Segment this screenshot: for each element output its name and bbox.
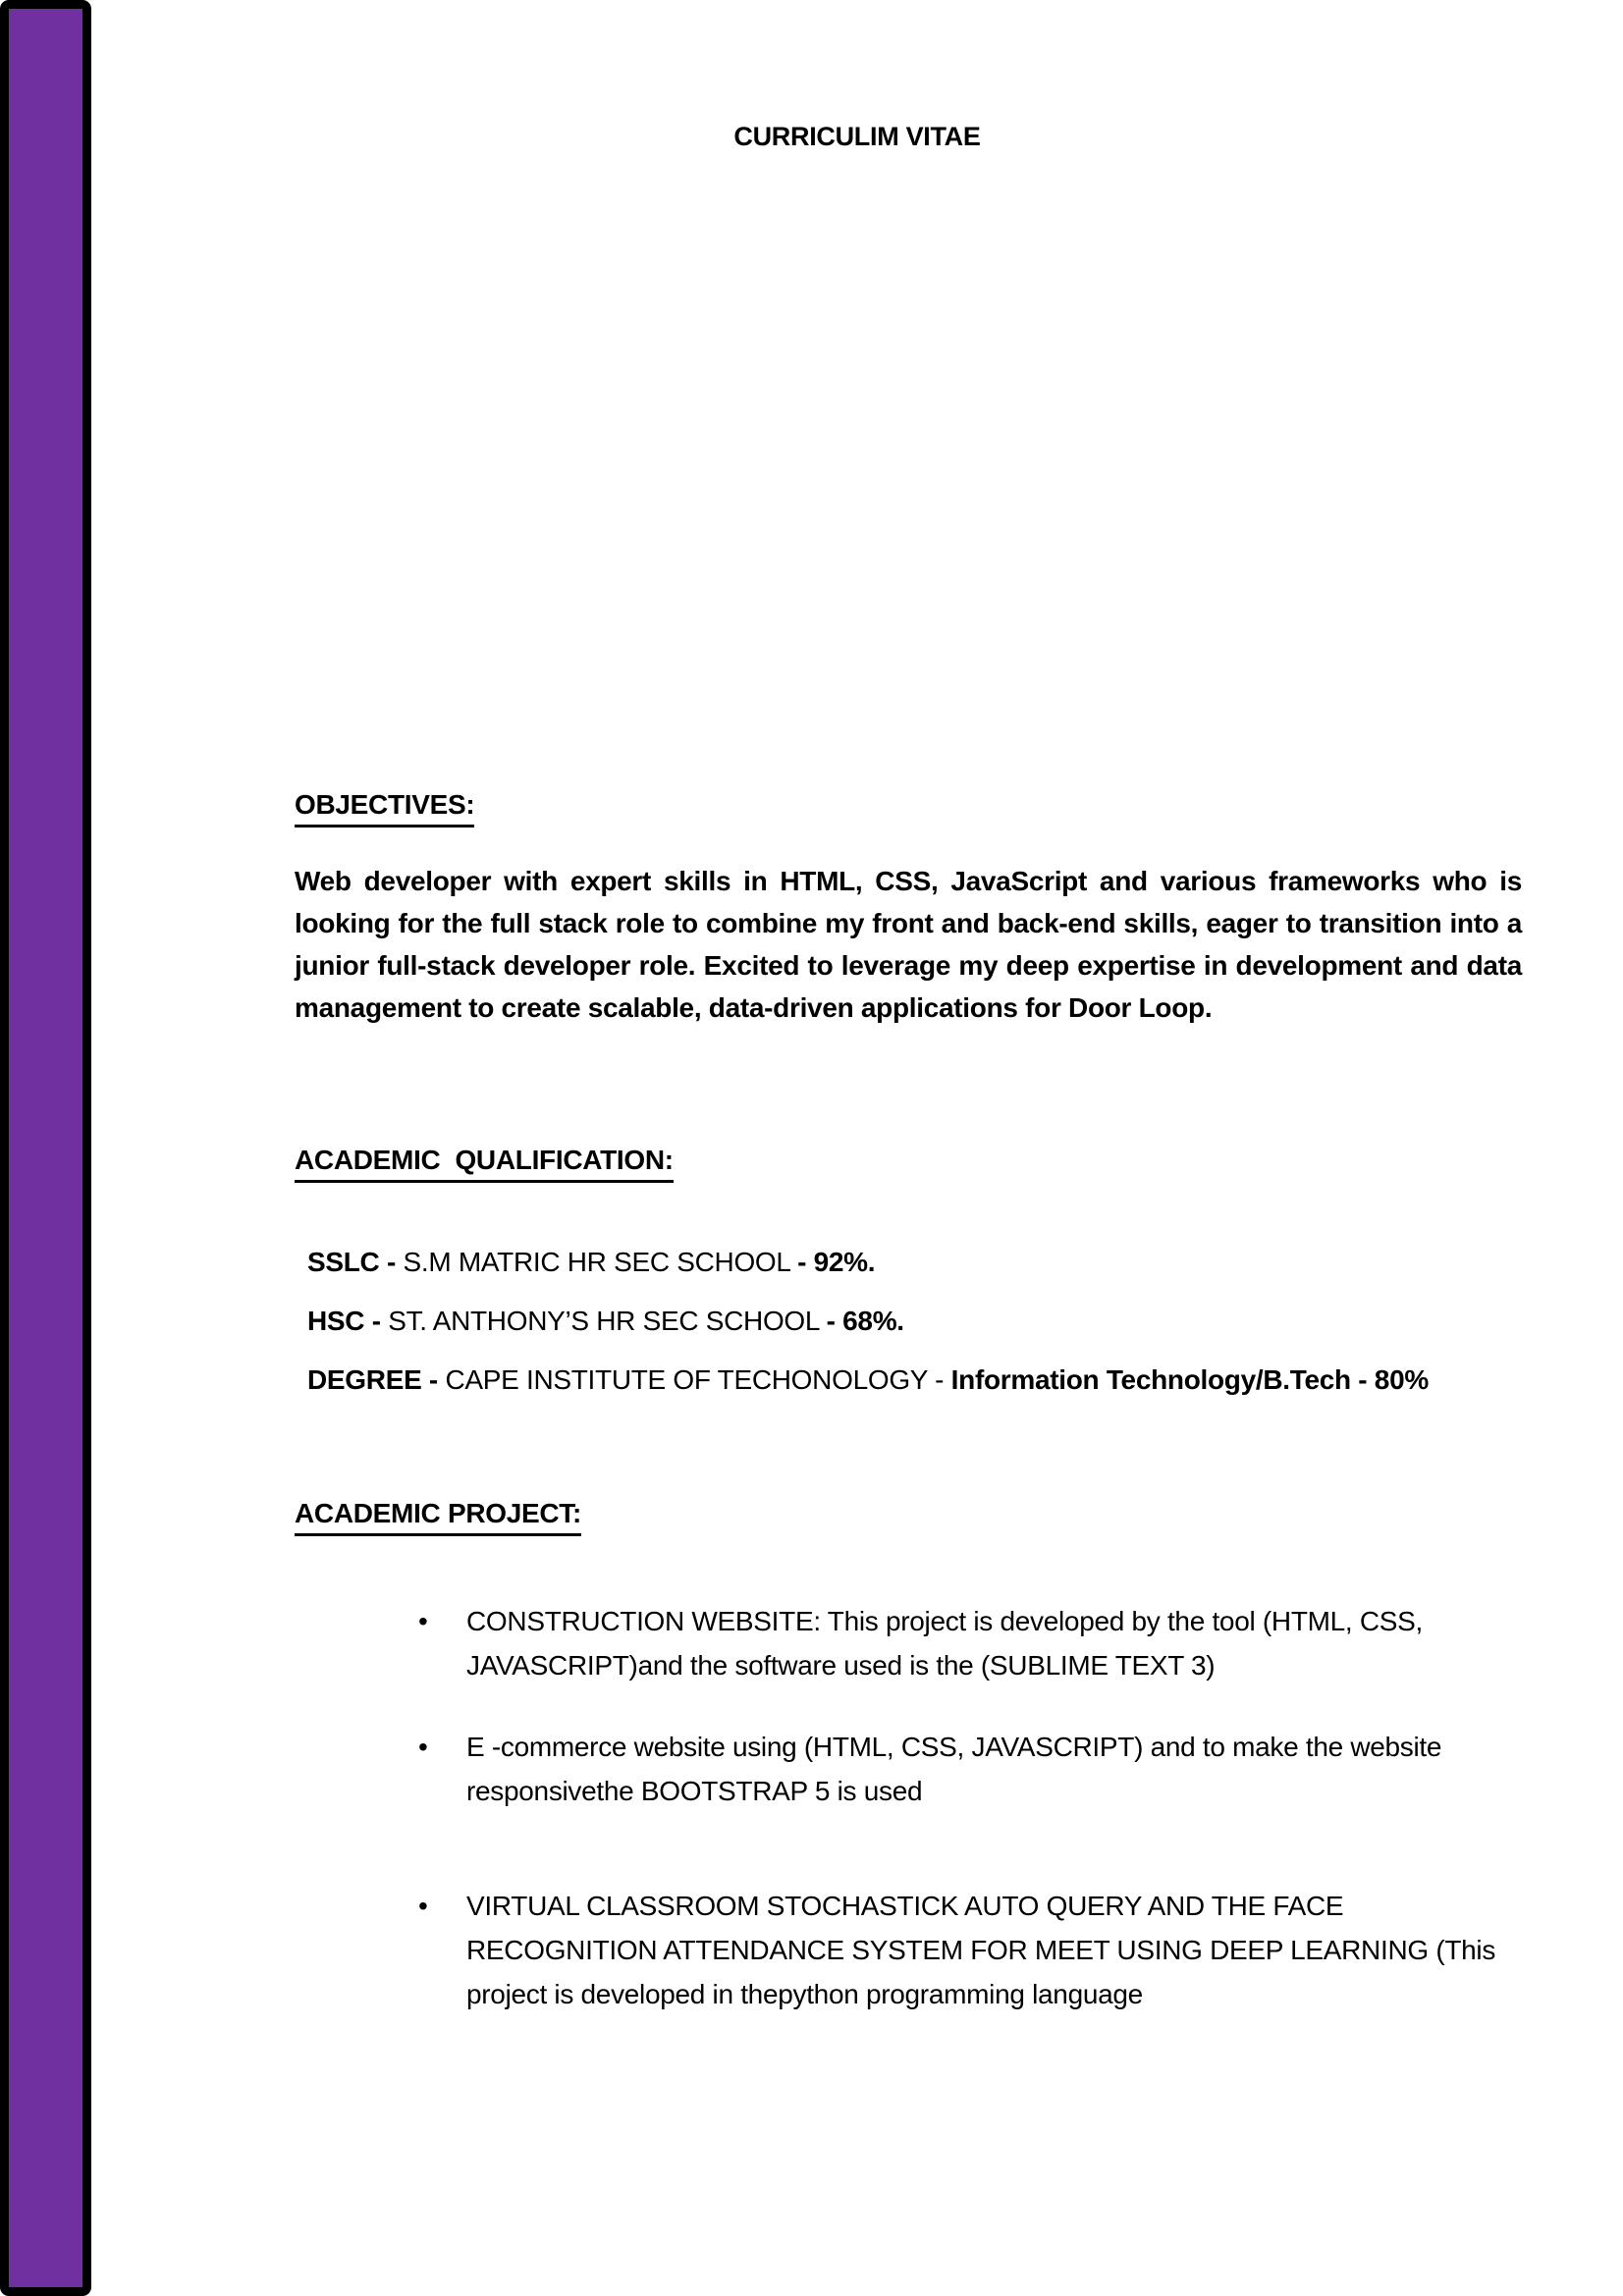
project-bullet-text: CONSTRUCTION WEBSITE: This project is developed by the tool (HTML, CSS, JAVASCRIPT)and the software used is the (SUBLIME TEXT 3) [466,1606,1424,1681]
document-title: CURRICULIM VITAE [733,122,981,151]
qualification-score: - 92%. [797,1247,876,1277]
qualification-label: SSLC - [307,1247,404,1277]
qualification-list [295,1245,1535,1421]
qualification-score: - 68%. [826,1306,904,1336]
academic-project-heading-text: ACADEMIC PROJECT: [295,1496,581,1536]
qualification-score: Information Technology/B.Tech - 80% [950,1364,1429,1395]
bullet-icon: • [418,1606,428,1636]
qualification-item-sslc [307,1245,1535,1280]
bullet-icon: • [418,1891,428,1921]
project-list [295,1599,1522,2016]
academic-qualification-heading-text: ACADEMIC QUALIFICATION: [295,1143,674,1183]
objectives-paragraph: Web developer with expert skills in HTML, CSS, JavaScript and various frameworks who is looking for the full stack role to combine my front and back-end skills, eager to transition into a junior full-stack developer role. Excited to leverage my deep expertise in development and data management to create scalable, data-driven applications for Door Loop. [295,866,1522,1023]
objectives-heading-text: OBJECTIVES: [295,787,474,828]
objectives-heading [295,787,1522,828]
bullet-icon: • [418,1732,428,1762]
qualification-institution: S.M MATRIC HR SEC SCHOOL [403,1247,798,1277]
qualification-institution: CAPE INSTITUTE OF TECHONOLOGY - [445,1364,951,1395]
project-bullet-text: E -commerce website using (HTML, CSS, JAVASCRIPT) and to make the website responsivethe BOOTSTRAP 5 is used [466,1732,1442,1806]
academic-qualification-heading [295,1143,1522,1183]
qualification-label: HSC - [307,1306,389,1336]
qualification-item-degree [307,1362,1535,1398]
project-bullet-text: VIRTUAL CLASSROOM STOCHASTICK AUTO QUERY AND THE FACE RECOGNITION ATTENDANCE SYSTEM FOR MEET USING DEEP LEARNING (This project is developed in thepython programming language [466,1891,1496,2009]
project-bullet-item [295,1884,1522,2016]
qualification-label: DEGREE - [307,1364,446,1395]
left-accent-bar [0,0,91,2296]
academic-project-heading [295,1496,1522,1536]
project-bullet-item [295,1725,1522,1813]
project-bullet-item [295,1599,1522,1687]
qualification-item-hsc [307,1304,1535,1339]
qualification-institution: ST. ANTHONY’S HR SEC SCHOOL [388,1306,827,1336]
